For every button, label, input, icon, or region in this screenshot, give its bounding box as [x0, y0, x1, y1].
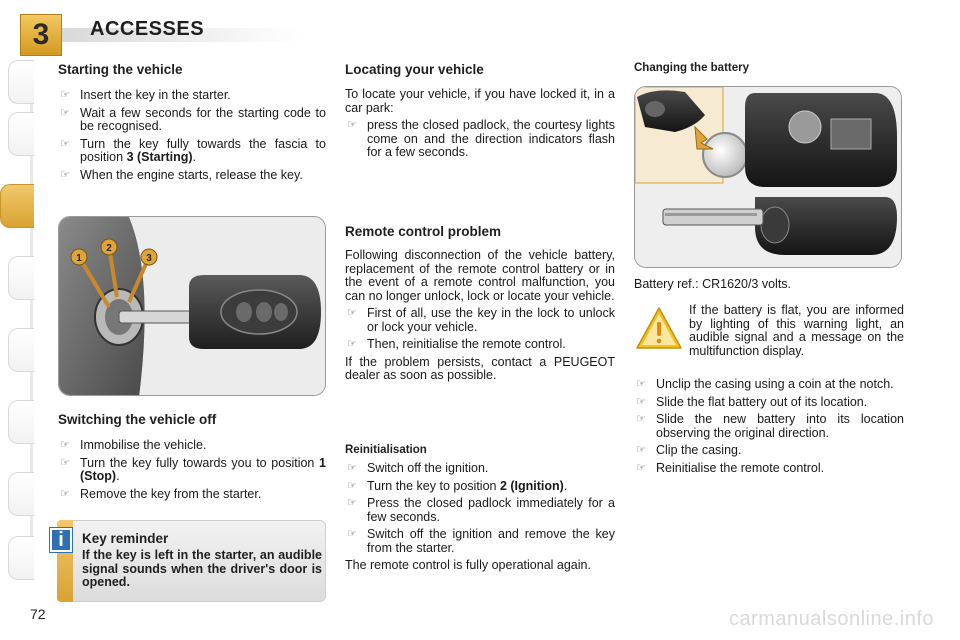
chapter-tab[interactable] [8, 536, 34, 580]
reinit-list [345, 462, 615, 555]
list-item-text: Clip the casing. [656, 443, 742, 457]
list-item [634, 444, 904, 458]
chapter-tab-strip [0, 60, 34, 580]
chapter-number: 3 [32, 18, 50, 51]
section-title-switching-off: Switching the vehicle off [58, 412, 217, 427]
finger-pointer-icon: ☞ [347, 307, 357, 319]
reinit-outro: The remote control is fully operational again. [345, 558, 591, 572]
locating-intro: To locate your vehicle, if you have locked it, in a car park: [345, 87, 615, 115]
finger-pointer-icon: ☞ [60, 456, 70, 469]
column-reinitialisation [345, 444, 615, 573]
list-item-text: Insert the key in the starter. [80, 88, 231, 102]
battery-warning-text: If the battery is flat, you are informed by lighting of this warning light, an audible signal and a message on the multifunction display. [689, 303, 904, 358]
remote-problem-list [345, 307, 615, 352]
battery-replacement-image [634, 86, 902, 268]
list-item-text: Switch off the ignition. [367, 461, 489, 475]
list-item [634, 462, 904, 476]
battery-list [634, 378, 904, 475]
list-item-text: Turn the key fully towards the fascia to position [80, 136, 326, 164]
list-item [58, 439, 326, 453]
list-item-text: Wait a few seconds for the starting code to be recognised. [80, 105, 326, 133]
list-item-tail: . [192, 150, 197, 164]
list-item-text: Switch off the ignition and remove the key from the starter. [367, 527, 615, 555]
finger-pointer-icon: ☞ [636, 413, 646, 425]
list-item-text: Press the closed padlock immediately for a few seconds. [367, 496, 615, 524]
page-title: ACCESSES [90, 18, 205, 40]
list-item [345, 528, 615, 555]
switching-off-list [58, 439, 326, 501]
section-title-battery: Changing the battery [634, 62, 750, 74]
battery-ref: Battery ref.: CR1620/3 volts. [634, 277, 792, 291]
column-locating [345, 62, 615, 164]
list-item [58, 169, 326, 183]
finger-pointer-icon: ☞ [60, 89, 70, 101]
list-item [345, 307, 615, 334]
warning-triangle-icon [634, 304, 684, 352]
column-starting [58, 62, 326, 186]
chapter-tab[interactable] [8, 112, 34, 156]
list-item [58, 488, 326, 502]
finger-pointer-icon: ☞ [60, 106, 70, 119]
battery-steps [634, 378, 904, 479]
column-remote-problem [345, 224, 615, 383]
chapter-tab[interactable] [8, 472, 34, 516]
chapter-tab[interactable] [8, 60, 34, 104]
list-item [58, 107, 326, 134]
key-position-label: 2 [106, 243, 112, 254]
list-item-tail: . [563, 478, 568, 493]
section-title-locating: Locating your vehicle [345, 62, 484, 77]
list-item-text: Slide the flat battery out of its location. [656, 394, 868, 409]
column-switching-off [58, 412, 326, 505]
list-item-bold: 2 (Ignition) [499, 478, 564, 493]
list-item [58, 138, 326, 165]
list-item-text: Immobilise the vehicle. [80, 438, 207, 452]
list-item-text: Remove the key from the starter. [80, 486, 262, 501]
finger-pointer-icon: ☞ [347, 479, 357, 492]
chapter-tab-active[interactable] [0, 184, 34, 228]
list-item-tail: . [116, 469, 120, 483]
list-item [345, 497, 615, 524]
reminder-text: If the key is left in the starter, an audible signal sounds when the driver's door is opened. [82, 548, 322, 589]
finger-pointer-icon: ☞ [347, 497, 357, 509]
finger-pointer-icon: ☞ [636, 444, 646, 456]
key-position-label: 3 [146, 253, 152, 264]
info-icon: i [50, 528, 72, 552]
finger-pointer-icon: ☞ [347, 462, 357, 474]
finger-pointer-icon: ☞ [60, 137, 70, 150]
key-in-starter-image [58, 216, 326, 396]
finger-pointer-icon: ☞ [60, 487, 70, 500]
starting-list [58, 89, 326, 182]
chapter-tab[interactable] [8, 328, 34, 372]
finger-pointer-icon: ☞ [636, 395, 646, 408]
finger-pointer-icon: ☞ [347, 338, 357, 350]
list-item-bold: 3 (Starting) [126, 150, 193, 164]
chapter-badge [20, 14, 62, 56]
list-item [634, 413, 904, 440]
list-item-text: Reinitialise the remote control. [656, 460, 825, 475]
list-item [58, 89, 326, 103]
list-item [634, 378, 904, 392]
page-number: 72 [30, 606, 46, 622]
remote-problem-outro: If the problem persists, contact a PEUGEOT dealer as soon as possible. [345, 354, 615, 382]
section-title-reinit: Reinitialisation [345, 444, 427, 456]
list-item [345, 119, 615, 160]
list-item-text: Unclip the casing using a coin at the notch. [656, 377, 894, 391]
list-item-text: press the closed padlock, the courtesy lights come on and the direction indicators flash for a few seconds. [367, 118, 615, 159]
reminder-title: Key reminder [82, 531, 169, 546]
list-item [345, 338, 615, 352]
finger-pointer-icon: ☞ [60, 168, 70, 181]
chapter-tab[interactable] [8, 256, 34, 300]
key-position-label: 1 [76, 253, 82, 264]
list-item-text: When the engine starts, release the key. [80, 167, 303, 182]
finger-pointer-icon: ☞ [636, 378, 646, 390]
list-item [345, 462, 615, 476]
watermark: carmanualsonline.info [728, 608, 934, 630]
list-item-text: Turn the key fully towards you to position [80, 455, 320, 470]
list-item-bold: 1 (Stop) [80, 455, 326, 483]
list-item [634, 396, 904, 410]
finger-pointer-icon: ☞ [60, 439, 70, 451]
list-item-text: Then, reinitialise the remote control. [367, 337, 566, 351]
list-item [345, 480, 615, 494]
locating-list [345, 119, 615, 160]
list-item-text: Slide the new battery into its location observing the original direction. [656, 412, 904, 440]
column-battery [634, 62, 904, 74]
list-item-text: Turn the key to position [367, 478, 500, 493]
remote-problem-intro: Following disconnection of the vehicle battery, replacement of the remote control battery or in the event of a remote control malfunction, you can no longer unlock, lock or locate your vehicle. [345, 248, 615, 303]
section-title-starting: Starting the vehicle [58, 62, 183, 77]
finger-pointer-icon: ☞ [347, 528, 357, 540]
list-item-text: First of all, use the key in the lock to unlock or lock your vehicle. [367, 306, 615, 334]
chapter-tab[interactable] [8, 400, 34, 444]
finger-pointer-icon: ☞ [347, 119, 357, 131]
list-item [58, 457, 326, 484]
section-title-remote-problem: Remote control problem [345, 224, 502, 239]
finger-pointer-icon: ☞ [636, 461, 646, 474]
